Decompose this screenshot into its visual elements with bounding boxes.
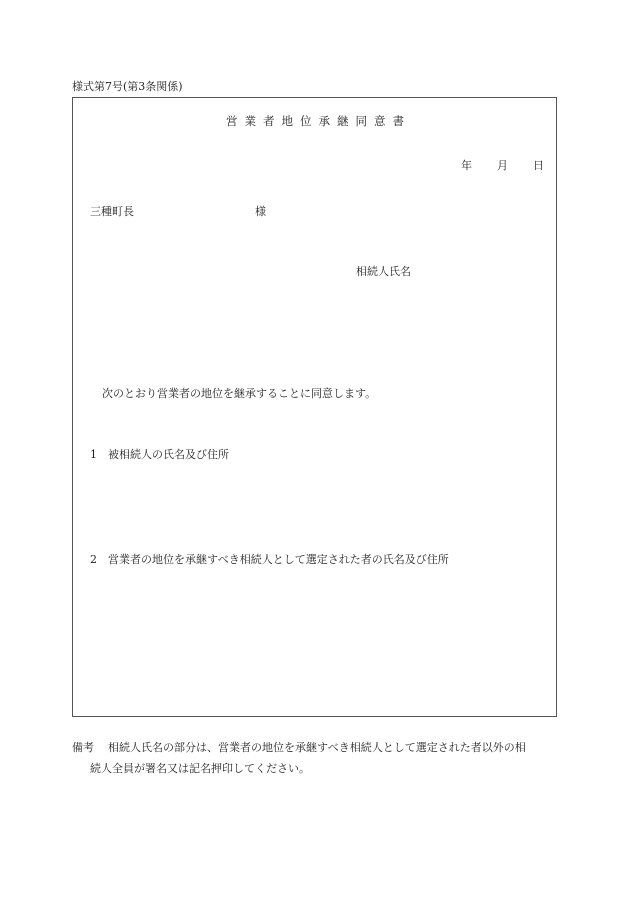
- heir-name-label: 相続人氏名: [356, 265, 411, 278]
- addressee: 三種町長: [90, 205, 134, 218]
- consent-statement: 次のとおり営業者の地位を継承することに同意します。: [102, 387, 377, 400]
- document-title: 営業者地位承継同意書: [226, 114, 411, 128]
- date-year-label: 年: [461, 159, 472, 172]
- item-number: 2: [90, 553, 97, 566]
- addressee-honorific: 様: [255, 205, 266, 218]
- form-number-label: 様式第7号(第3条関係): [72, 80, 183, 93]
- note-label: 備考: [72, 741, 94, 754]
- form-frame: [72, 97, 557, 717]
- date-day-label: 日: [533, 159, 544, 172]
- item-number: 1: [90, 448, 97, 461]
- note-text-line-1: 相続人氏名の部分は、営業者の地位を承継すべき相続人として選定された者以外の相: [108, 741, 526, 754]
- date-month-label: 月: [497, 159, 508, 172]
- item-selected-heir-name-address: 営業者の地位を承継すべき相続人として選定された者の氏名及び住所: [108, 553, 449, 566]
- note-text-line-2: 続人全員が署名又は記名押印してください。: [90, 762, 310, 775]
- item-deceased-name-address: 被相続人の氏名及び住所: [108, 448, 229, 461]
